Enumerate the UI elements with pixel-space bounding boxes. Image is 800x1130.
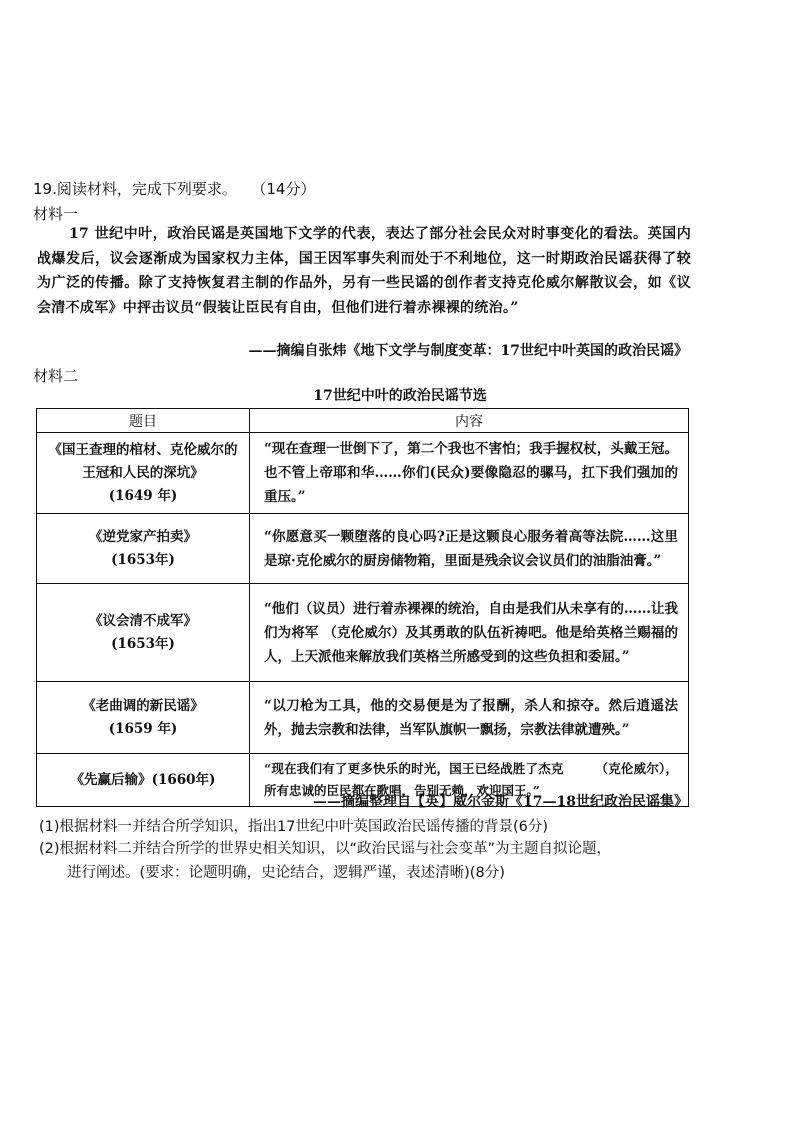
table-header-row <box>37 409 689 433</box>
ballad-content: “现在查理一世倒下了，第二个我也不害怕；我手握权杖，头戴王冠。也不管上帝耶和华……你们(民众)要像隐忍的骡马，扛下我们强加的重压。” <box>250 433 689 514</box>
sub-question-2-line-2: 进行阐述。(要求：论题明确，史论结合，逻辑严谨，表述清晰)(8分) <box>67 865 505 881</box>
ballad-content: “以刀枪为工具，他的交易便是为了报酬，杀人和掠夺。然后逍遥法外，抛去宗教和法律，当军队旗帜一飘扬，宗教法律就遭殃。” <box>250 682 689 754</box>
ballad-title-cell <box>37 584 250 682</box>
ballad-title-cell <box>37 514 250 584</box>
ballad-content: “你愿意买一颗堕落的良心吗?正是这颗良心服务着高等法院……这里是琼·克伦威尔的厨房储物箱，里面是残余议会议员们的油脂油膏。” <box>250 514 689 584</box>
material-1-label: 材料一 <box>33 205 79 223</box>
ballad-content: “他们（议员）进行着赤裸裸的统治，自由是我们从未享有的……让我们为将军 （克伦威尔）及其勇敢的队伍祈祷吧。他是给英格兰赐福的人，上天派他来解放我们英格兰所感受到的这些负担和委屈。” <box>250 584 689 682</box>
ballad-year: (1659 年) <box>108 720 178 737</box>
ballad-title-cell <box>37 433 250 514</box>
sub-question-1: (1)根据材料一并结合所学知识，指出17世纪中叶英国政治民谣传播的背景(6分) <box>39 819 549 835</box>
question-heading <box>33 178 315 199</box>
question-score: （14分） <box>258 180 316 198</box>
ballad-year: (1653年) <box>111 635 175 652</box>
ballad-title: 《老曲调的新民谣》 <box>82 697 204 714</box>
ballad-title: 《议会清不成军》 <box>89 612 197 629</box>
ballad-year: (1660年) <box>151 771 216 788</box>
ballad-content: “现在我们有了更多快乐的时光，国王已经战胜了杰克 （克伦威尔），所有忠诚的臣民都在歌唱，告别无赖，欢迎国王。” <box>250 754 689 807</box>
ballad-title-cell <box>37 754 250 807</box>
material-2-label: 材料二 <box>33 367 79 385</box>
ballad-title-cell <box>37 682 250 754</box>
material-1-source: ——摘编自张炜《地下文学与制度变革：17世纪中叶英国的政治民谣》 <box>248 343 688 359</box>
table-caption: 17世纪中叶的政治民谣节选 <box>313 388 487 404</box>
material-2-source: ——摘编整理自【英】威尔金斯《17—18世纪政治民谣集》 <box>313 794 688 810</box>
table-row <box>37 514 689 584</box>
ballad-title: 《先赢后输》 <box>70 771 152 788</box>
table-row <box>37 682 689 754</box>
ballad-title: 《逆党家产拍卖》 <box>89 528 197 545</box>
table-row <box>37 584 689 682</box>
question-number-text: 19.阅读材料，完成下列要求。 <box>33 180 237 198</box>
material-1-text: 17 世纪中叶，政治民谣是英国地下文学的代表，表达了部分社会民众对时事变化的看法。英国内战爆发后，议会逐渐成为国家权力主体，国王因军事失利而处于不利地位，这一时期政治民谣获得了较为广泛的传播。除了支持恢复君主制的作品外，另有一些民谣的创作者支持克伦威尔解散议会，如《议会清不成军》中抨击议员“假装让臣民有自由，但他们进行着赤裸裸的统治。” <box>37 226 691 316</box>
ballad-year: (1653年) <box>111 551 175 568</box>
sub-question-2 <box>39 837 699 885</box>
ballad-title: 《国王查理的棺材、克伦威尔的王冠和人民的深坑》 <box>48 441 238 481</box>
table-row <box>37 433 689 514</box>
header-content: 内容 <box>250 409 689 433</box>
header-title: 题目 <box>37 409 250 433</box>
ballad-year: (1649 年) <box>108 487 178 504</box>
sub-question-2-line-1: (2)根据材料二并结合所学的世界史相关知识，以“政治民谣与社会变革”为主题自拟论题， <box>39 841 612 857</box>
ballad-table <box>36 408 689 807</box>
